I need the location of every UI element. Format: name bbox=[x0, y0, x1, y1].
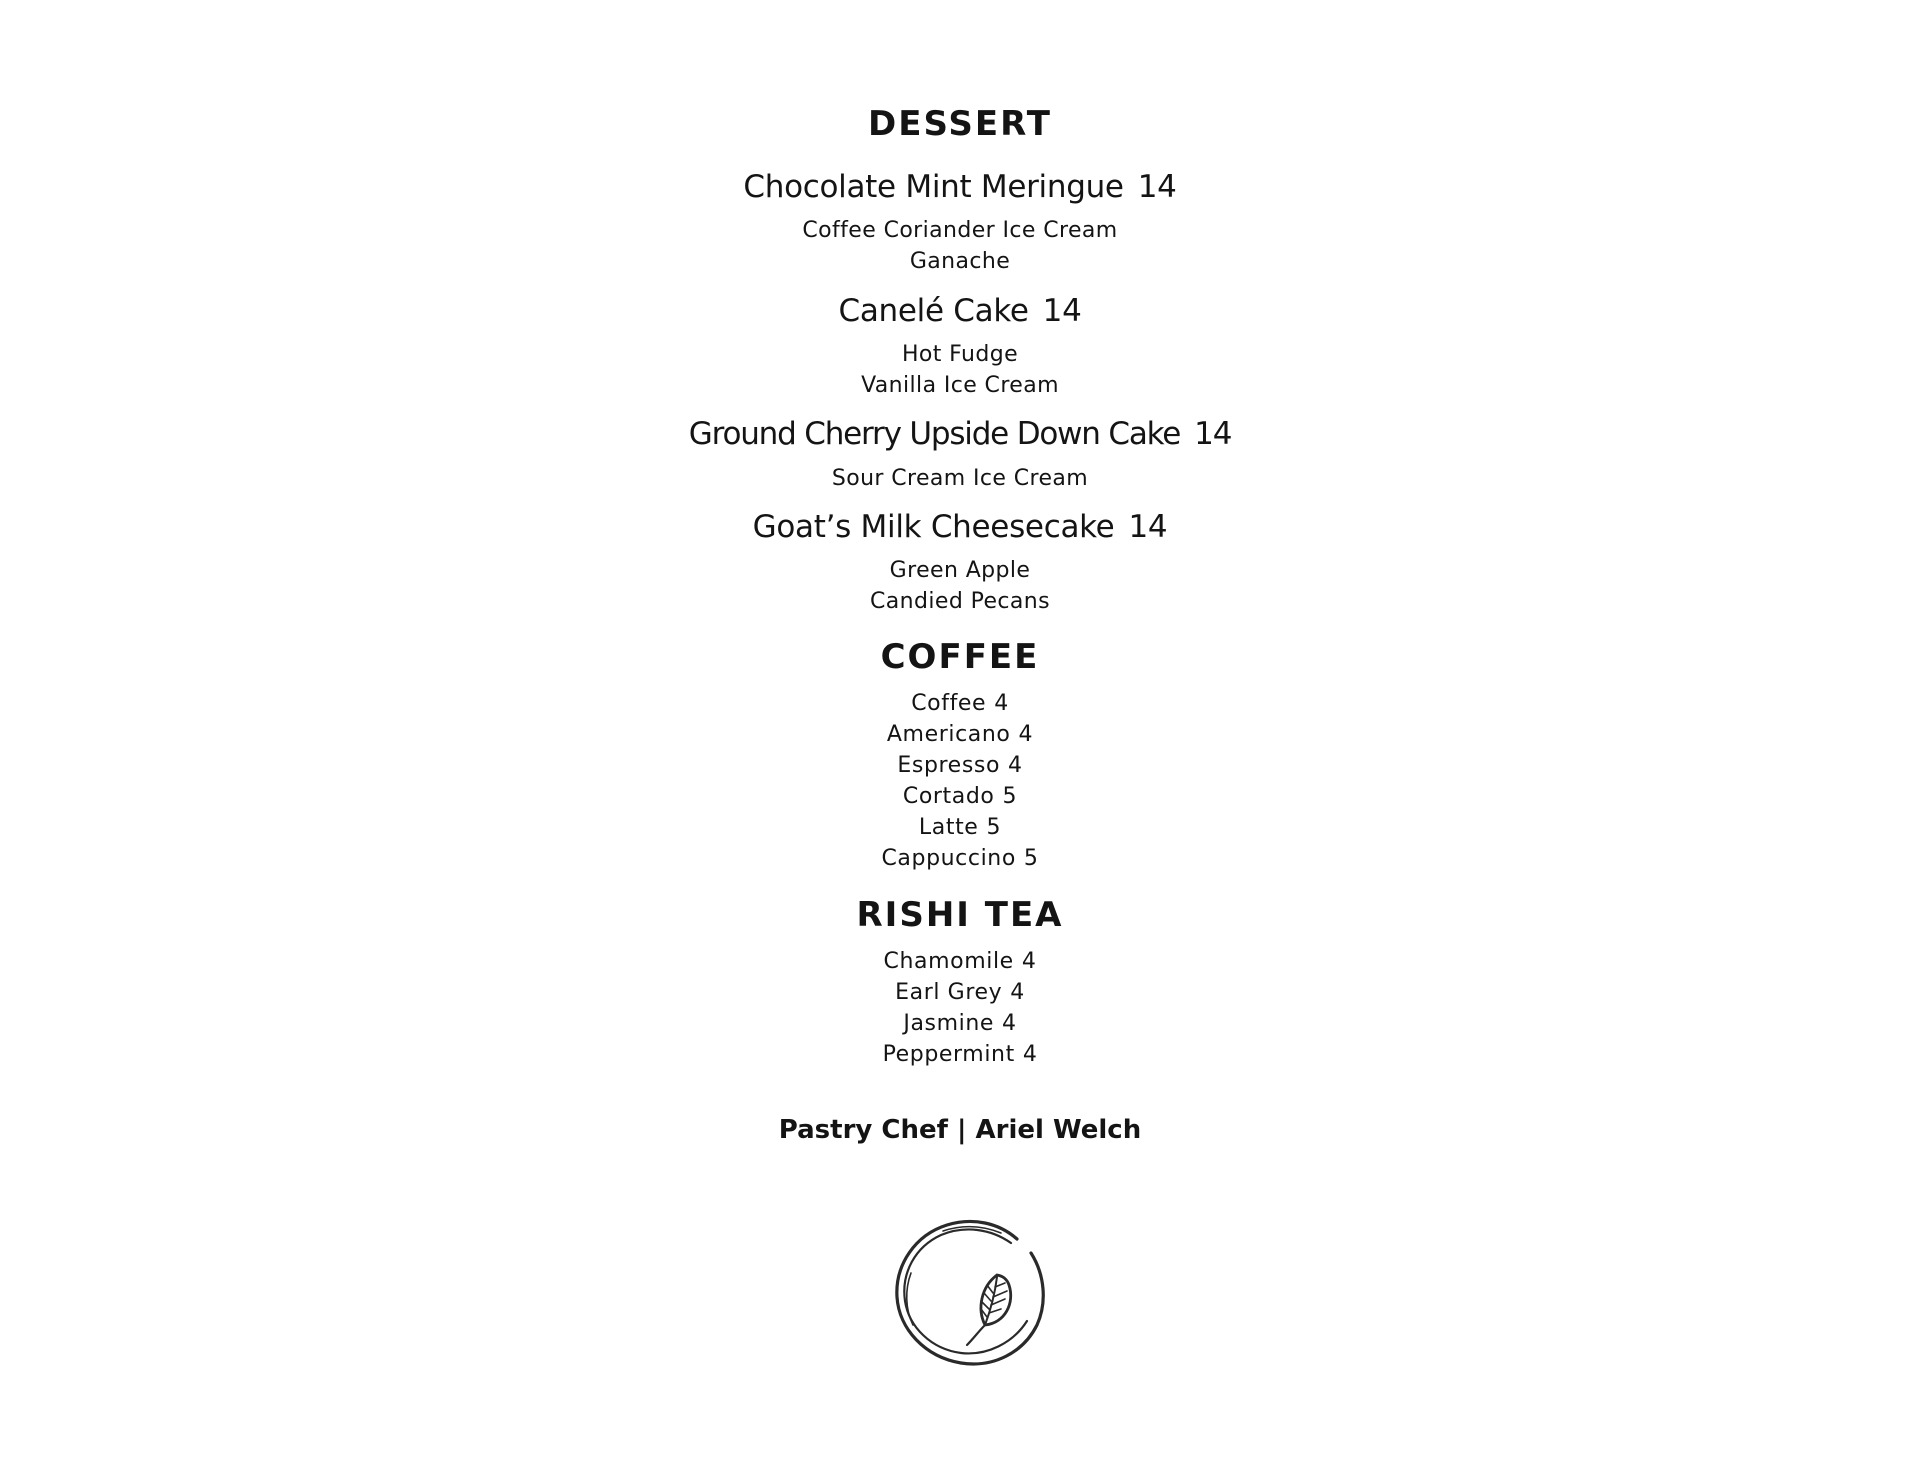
tea-item-name: Earl Grey bbox=[895, 980, 1003, 1005]
coffee-item bbox=[0, 750, 1920, 781]
coffee-item bbox=[0, 781, 1920, 812]
dessert-item-detail: Green Apple bbox=[889, 558, 1031, 583]
coffee-heading: COFFEE bbox=[880, 637, 1040, 677]
coffee-item-name: Coffee bbox=[911, 691, 987, 716]
coffee-item-price: 4 bbox=[994, 691, 1009, 716]
tea-item-name: Peppermint bbox=[882, 1042, 1015, 1067]
dessert-item-name: Goat’s Milk Cheesecake bbox=[752, 509, 1115, 545]
dessert-item-name: Chocolate Mint Meringue bbox=[743, 169, 1124, 205]
coffee-item bbox=[0, 812, 1920, 843]
dessert-item-title bbox=[0, 415, 1920, 453]
coffee-item bbox=[0, 688, 1920, 719]
coffee-item bbox=[0, 719, 1920, 750]
tea-heading: RISHI TEA bbox=[856, 895, 1064, 935]
circle-leaf-icon bbox=[881, 1213, 1059, 1373]
tea-item-price: 4 bbox=[1002, 1011, 1017, 1036]
tea-item bbox=[0, 1008, 1920, 1039]
coffee-item-price: 4 bbox=[1008, 753, 1023, 778]
dessert-item-detail: Coffee Coriander Ice Cream bbox=[802, 218, 1118, 243]
pastry-chef-credit: Pastry Chef | Ariel Welch bbox=[778, 1115, 1142, 1145]
tea-item bbox=[0, 977, 1920, 1008]
dessert-item-price: 14 bbox=[1194, 416, 1232, 452]
coffee-item-price: 5 bbox=[1023, 846, 1039, 871]
coffee-item-name: Americano bbox=[886, 722, 1011, 747]
coffee-item-name: Cortado bbox=[902, 784, 995, 809]
coffee-item bbox=[0, 843, 1920, 874]
tea-item-price: 4 bbox=[1010, 980, 1025, 1005]
tea-item-price: 4 bbox=[1021, 949, 1037, 974]
tea-item-name: Jasmine bbox=[903, 1011, 995, 1036]
tea-item bbox=[0, 1039, 1920, 1070]
dessert-item-detail: Ganache bbox=[909, 249, 1011, 274]
coffee-item-price: 4 bbox=[1018, 722, 1034, 747]
dessert-item-detail: Hot Fudge bbox=[901, 342, 1019, 367]
dessert-item-price: 14 bbox=[1137, 169, 1177, 205]
dessert-item-title bbox=[0, 292, 1920, 330]
dessert-item-price: 14 bbox=[1128, 509, 1168, 545]
dessert-heading: DESSERT bbox=[868, 104, 1052, 144]
dessert-item-name: Canelé Cake bbox=[838, 293, 1029, 329]
dessert-item-title bbox=[0, 508, 1920, 546]
dessert-item-detail: Sour Cream Ice Cream bbox=[831, 466, 1089, 491]
coffee-item-name: Espresso bbox=[897, 753, 1000, 778]
dessert-item-title bbox=[0, 168, 1920, 206]
coffee-item-price: 5 bbox=[986, 815, 1002, 840]
dessert-item-name: Ground Cherry Upside Down Cake bbox=[688, 416, 1181, 452]
coffee-item-name: Latte bbox=[918, 815, 979, 840]
dessert-item-detail: Vanilla Ice Cream bbox=[861, 373, 1059, 398]
dessert-item-detail: Candied Pecans bbox=[870, 589, 1050, 614]
dessert-item-price: 14 bbox=[1042, 293, 1082, 329]
tea-item bbox=[0, 946, 1920, 977]
coffee-item-name: Cappuccino bbox=[881, 846, 1016, 871]
tea-item-name: Chamomile bbox=[883, 949, 1014, 974]
tea-item-price: 4 bbox=[1022, 1042, 1038, 1067]
coffee-item-price: 5 bbox=[1002, 784, 1018, 809]
